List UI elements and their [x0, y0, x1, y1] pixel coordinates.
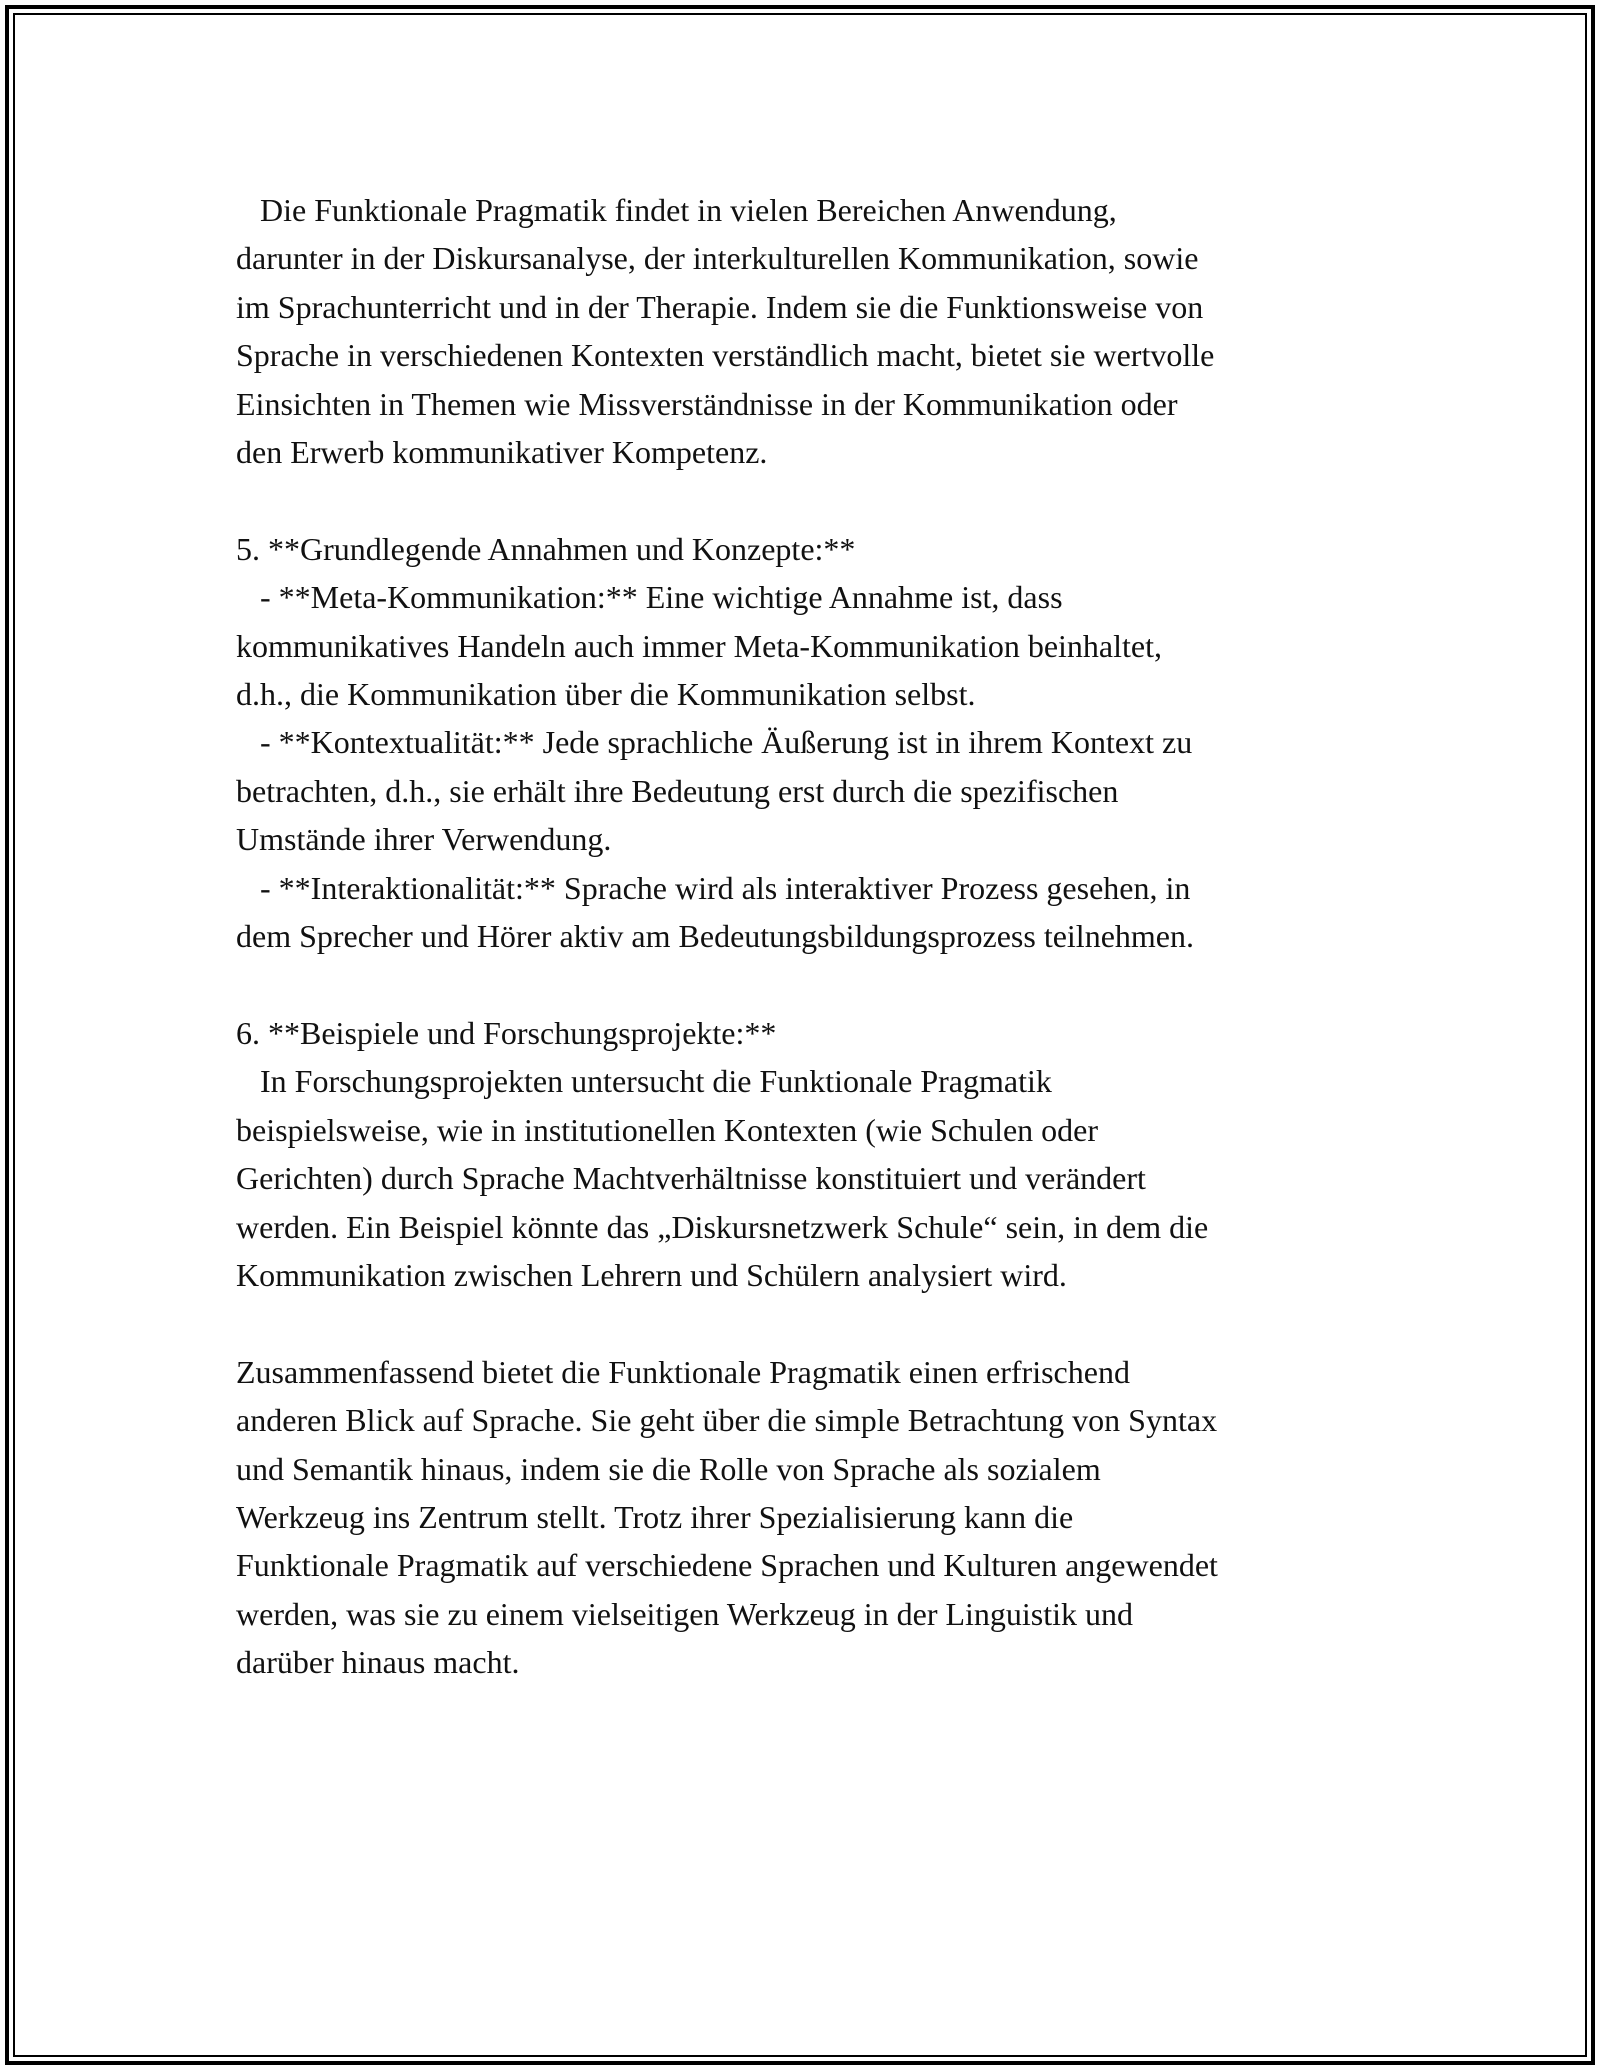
paragraph-conclusion — [236, 1348, 1396, 1687]
text-line: Zusammenfassend bietet die Funktionale Pragmatik einen erfrischend — [236, 1353, 1130, 1390]
text-line: und Semantik hinaus, indem sie die Rolle von Sprache als sozialem — [236, 1450, 1101, 1487]
text-line: anderen Blick auf Sprache. Sie geht über die simple Betrachtung von Syntax — [236, 1402, 1218, 1439]
section-examples — [236, 1009, 1396, 1299]
text-line: den Erwerb kommunikativer Kompetenz. — [236, 434, 768, 471]
text-line: - **Kontextualität:** Jede sprachliche Äußerung ist in ihrem Kontext zu — [236, 724, 1193, 761]
section-heading: 6. **Beispiele und Forschungsprojekte:** — [236, 1014, 777, 1051]
text-line: darüber hinaus macht. — [236, 1644, 520, 1681]
text-line: Kommunikation zwischen Lehrern und Schülern analysiert wird. — [236, 1256, 1067, 1293]
text-line: werden. Ein Beispiel könnte das „Diskursnetzwerk Schule“ sein, in dem die — [236, 1208, 1209, 1245]
text-line: In Forschungsprojekten untersucht die Funktionale Pragmatik — [236, 1063, 1052, 1100]
text-line: werden, was sie zu einem vielseitigen Werkzeug in der Linguistik und — [236, 1595, 1134, 1632]
text-line: Gerichten) durch Sprache Machtverhältnisse konstituiert und verändert — [236, 1160, 1146, 1197]
section-assumptions — [236, 525, 1396, 961]
paragraph-gap — [236, 476, 1396, 524]
paragraph-gap — [236, 960, 1396, 1008]
text-line: Funktionale Pragmatik auf verschiedene Sprachen und Kulturen angewendet — [236, 1547, 1218, 1584]
section-heading: 5. **Grundlegende Annahmen und Konzepte:** — [236, 530, 856, 567]
text-line: dem Sprecher und Hörer aktiv am Bedeutungsbildungsprozess teilnehmen. — [236, 918, 1194, 955]
text-line: Umstände ihrer Verwendung. — [236, 821, 612, 858]
paragraph-applications — [236, 186, 1396, 476]
text-line: d.h., die Kommunikation über die Kommunikation selbst. — [236, 676, 976, 713]
document-body — [236, 186, 1396, 1687]
text-line: darunter in der Diskursanalyse, der interkulturellen Kommunikation, sowie — [236, 240, 1199, 277]
text-line: Einsichten in Themen wie Missverständnisse in der Kommunikation oder — [236, 385, 1178, 422]
text-line: Die Funktionale Pragmatik findet in vielen Bereichen Anwendung, — [236, 192, 1117, 228]
text-line: beispielsweise, wie in institutionellen Kontexten (wie Schulen oder — [236, 1111, 1099, 1148]
text-line: - **Meta-Kommunikation:** Eine wichtige Annahme ist, dass — [236, 579, 1063, 616]
text-line: betrachten, d.h., sie erhält ihre Bedeutung erst durch die spezifischen — [236, 772, 1119, 809]
text-line: - **Interaktionalität:** Sprache wird als interaktiver Prozess gesehen, in — [236, 869, 1191, 906]
text-line: im Sprachunterricht und in der Therapie. Indem sie die Funktionsweise von — [236, 288, 1204, 325]
text-line: Werkzeug ins Zentrum stellt. Trotz ihrer Spezialisierung kann die — [236, 1498, 1074, 1535]
text-line: Sprache in verschiedenen Kontexten verständlich macht, bietet sie wertvolle — [236, 337, 1215, 374]
text-line: kommunikatives Handeln auch immer Meta-Kommunikation beinhaltet, — [236, 627, 1162, 664]
paragraph-gap — [236, 1299, 1396, 1347]
